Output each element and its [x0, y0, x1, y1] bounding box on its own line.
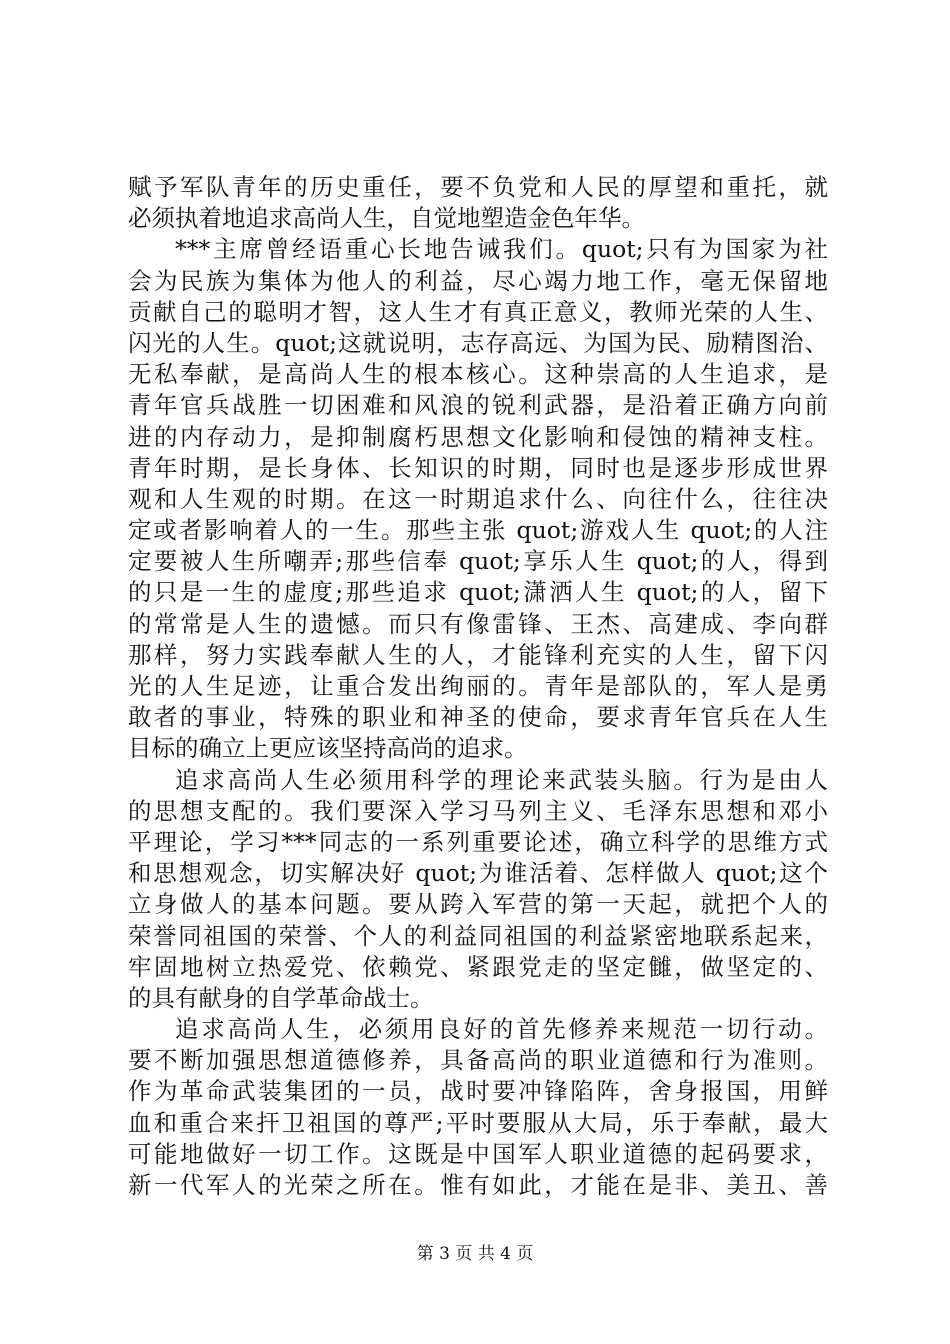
text-line: 的常常是人生的遗憾。而只有像雷锋、王杰、高建成、李向群	[128, 609, 828, 638]
body-text	[128, 172, 828, 1201]
text-line: 赋予军队青年的历史重任，要不负党和人民的厚望和重托，就	[128, 173, 828, 201]
text-line: 会为民族为集体为他人的利益，尽心竭力地工作，毫无保留地	[128, 266, 828, 295]
text-line: 那样，努力实践奉献人生的人，才能锋利充实的人生，留下闪	[128, 640, 828, 669]
text-line: 无私奉献，是高尚人生的根本核心。这种崇高的人生追求，是	[128, 360, 828, 389]
text-line: 青年时期，是长身体、长知识的时期，同时也是逐步形成世界	[128, 453, 828, 482]
text-line: 的思想支配的。我们要深入学习马列主义、毛泽东思想和邓小	[128, 796, 828, 825]
text-line: 荣誉同祖国的荣誉、个人的利益同祖国的利益紧密地联系起来，	[128, 921, 828, 950]
text-line: 要不断加强思想道德修养，具备高尚的职业道德和行为准则。	[128, 1046, 828, 1075]
text-line: 观和人生观的时期。在这一时期追求什么、向往什么，往往决	[128, 484, 828, 513]
text-line: 进的内存动力，是抑制腐朽思想文化影响和侵蚀的精神支柱。	[128, 422, 828, 451]
text-line: 定要被人生所嘲弄;那些信奉 quot;享乐人生 quot;的人，得到	[128, 547, 828, 576]
text-line: 光的人生足迹，让重合发出绚丽的。青年是部队的，军人是勇	[128, 672, 828, 700]
page-number-footer: 第 3 页 共 4 页	[416, 1244, 534, 1264]
text-line: 闪光的人生。quot;这就说明，志存高远、为国为民、励精图治、	[128, 328, 828, 357]
text-line: 贡献自己的聪明才智，这人生才有真正意义，教师光荣的人生、	[128, 297, 828, 326]
text-line: 追求高尚人生必须用科学的理论来武装头脑。行为是由人	[175, 765, 828, 794]
text-line: 必须执着地追求高尚人生，自觉地塑造金色年华。	[128, 204, 645, 233]
text-line: 敢者的事业，特殊的职业和神圣的使命，要求青年官兵在人生	[128, 703, 828, 732]
text-line: 血和重合来扞卫祖国的尊严;平时要服从大局，乐于奉献，最大	[128, 1108, 828, 1137]
text-line: 平理论，学习***同志的一系列重要论述，确立科学的思维方式	[128, 827, 828, 856]
text-line: 的只是一生的虚度;那些追求 quot;潇洒人生 quot;的人，留下	[128, 578, 828, 607]
text-line: 目标的确立上更应该坚持高尚的追求。	[128, 734, 528, 763]
text-line: ***主席曾经语重心长地告诫我们。quot;只有为国家为社	[175, 235, 828, 264]
text-line: 可能地做好一切工作。这既是中国军人职业道德的起码要求，	[128, 1139, 828, 1168]
text-line: 和思想观念，切实解决好 quot;为谁活着、怎样做人 quot;这个	[128, 859, 828, 888]
text-line: 追求高尚人生，必须用良好的首先修养来规范一切行动。	[175, 1015, 828, 1044]
text-line: 的具有献身的自学革命战士。	[128, 983, 434, 1012]
text-line: 作为革命武装集团的一员，战时要冲锋陷阵，舍身报国，用鲜	[128, 1077, 828, 1106]
text-line: 牢固地树立热爱党、依赖党、紧跟党走的坚定雠，做坚定的、	[128, 952, 828, 981]
text-line: 定或者影响着人的一生。那些主张 quot;游戏人生 quot;的人注	[128, 516, 828, 545]
text-line: 立身做人的基本问题。要从跨入军营的第一天起，就把个人的	[128, 890, 828, 919]
text-line: 新一代军人的光荣之所在。惟有如此，才能在是非、美丑、善	[128, 1171, 828, 1199]
text-line: 青年官兵战胜一切困难和风浪的锐利武器，是沿着正确方向前	[128, 391, 828, 420]
